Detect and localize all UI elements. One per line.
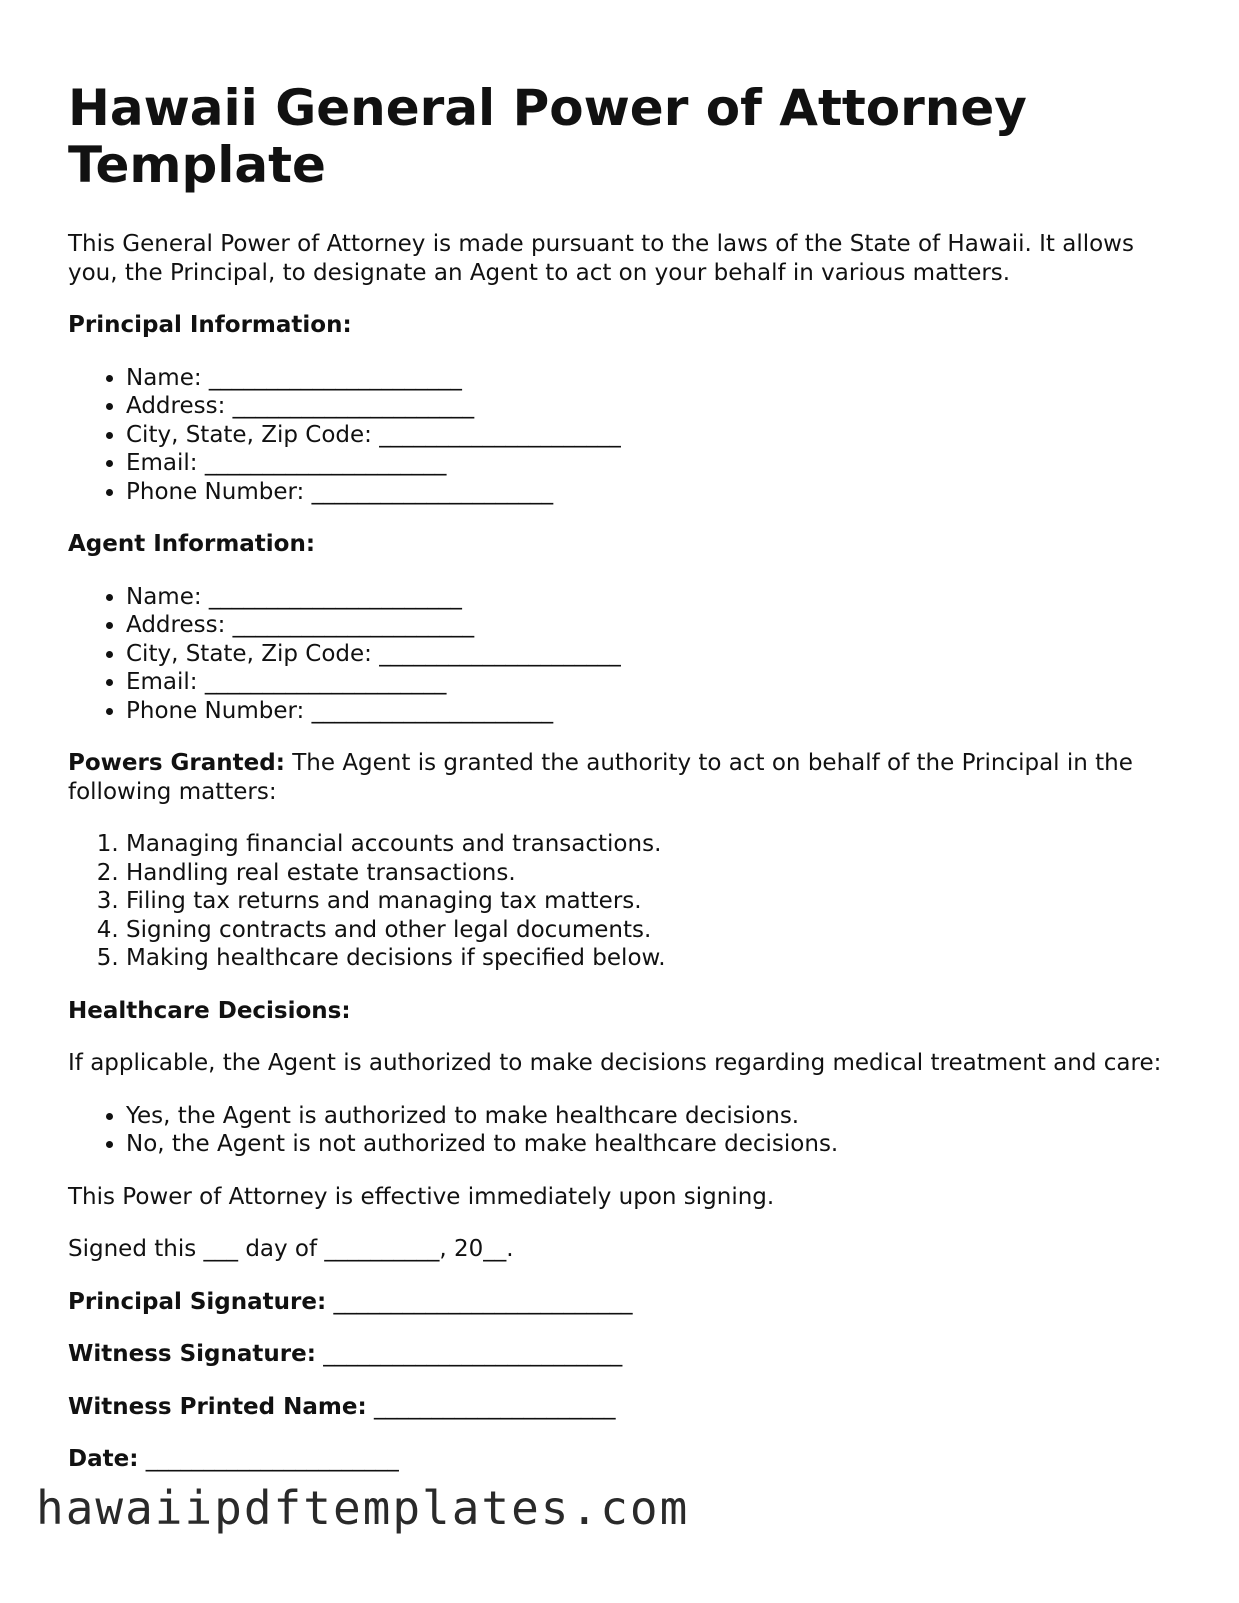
powers-heading: Powers Granted: [68,750,285,776]
witness-name-blank: _____________________ [366,1393,616,1420]
agent-phone-field: • Phone Number: _____________________ [126,697,1178,726]
principal-phone-field: • Phone Number: _____________________ [126,478,1178,507]
powers-list [68,830,1178,973]
principal-signature-blank: __________________________ [326,1288,633,1315]
powers-text: The Agent is granted the authority to act on behalf of the Principal in the following matters: [68,750,1133,805]
healthcare-heading: Healthcare Decisions: [68,997,351,1024]
agent-address-field: • Address: _____________________ [126,611,1178,640]
healthcare-options-list [68,1102,1178,1159]
healthcare-option-yes: • Yes, the Agent is authorized to make healthcare decisions. [126,1102,1178,1131]
witness-name-line [68,1393,1178,1422]
witness-signature-line [68,1340,1178,1369]
principal-name-field: • Name: ______________________ [126,364,1178,393]
principal-signature-line [68,1288,1178,1317]
principal-email-field: • Email: _____________________ [126,449,1178,478]
intro-paragraph: This General Power of Attorney is made pursuant to the laws of the State of Hawaii. It allows you, the Principal, to designate an Agent to act on your behalf in various matters. [68,231,1134,286]
power-item: 1. Managing financial accounts and transactions. [126,830,1178,859]
signed-date-line: Signed this ___ day of __________, 20__. [68,1236,514,1262]
document [68,80,1178,1474]
power-item: 4. Signing contracts and other legal documents. [126,916,1178,945]
principal-city-field: • City, State, Zip Code: _____________________ [126,421,1178,450]
power-item: 5. Making healthcare decisions if specified below. [126,944,1178,973]
healthcare-option-no: • No, the Agent is not authorized to make healthcare decisions. [126,1130,1178,1159]
witness-signature-blank: __________________________ [315,1341,623,1367]
power-item: 3. Filing tax returns and managing tax matters. [126,887,1178,916]
effective-statement: This Power of Attorney is effective immediately upon signing. [68,1183,775,1210]
agent-heading: Agent Information: [68,531,316,557]
agent-fields-list [68,583,1178,726]
power-item: 2. Handling real estate transactions. [126,859,1178,888]
document-title: Hawaii General Power of Attorney Template [68,79,1027,194]
watermark: hawaiipdftemplates.com [36,1481,690,1535]
principal-fields-list [68,364,1178,507]
agent-email-field: • Email: _____________________ [126,668,1178,697]
agent-name-field: • Name: ______________________ [126,583,1178,612]
powers-paragraph [68,749,1178,806]
witness-name-label: Witness Printed Name: [68,1393,367,1420]
date-label: Date: [68,1446,139,1472]
witness-signature-label: Witness Signature: [68,1341,316,1367]
agent-city-field: • City, State, Zip Code: _____________________ [126,640,1178,669]
date-line [68,1445,1178,1474]
healthcare-text: If applicable, the Agent is authorized to make decisions regarding medical treatment and care: [68,1050,1162,1076]
principal-signature-label: Principal Signature: [68,1288,327,1315]
principal-heading: Principal Information: [68,312,352,338]
date-blank: ______________________ [138,1446,399,1472]
principal-address-field: • Address: _____________________ [126,392,1178,421]
